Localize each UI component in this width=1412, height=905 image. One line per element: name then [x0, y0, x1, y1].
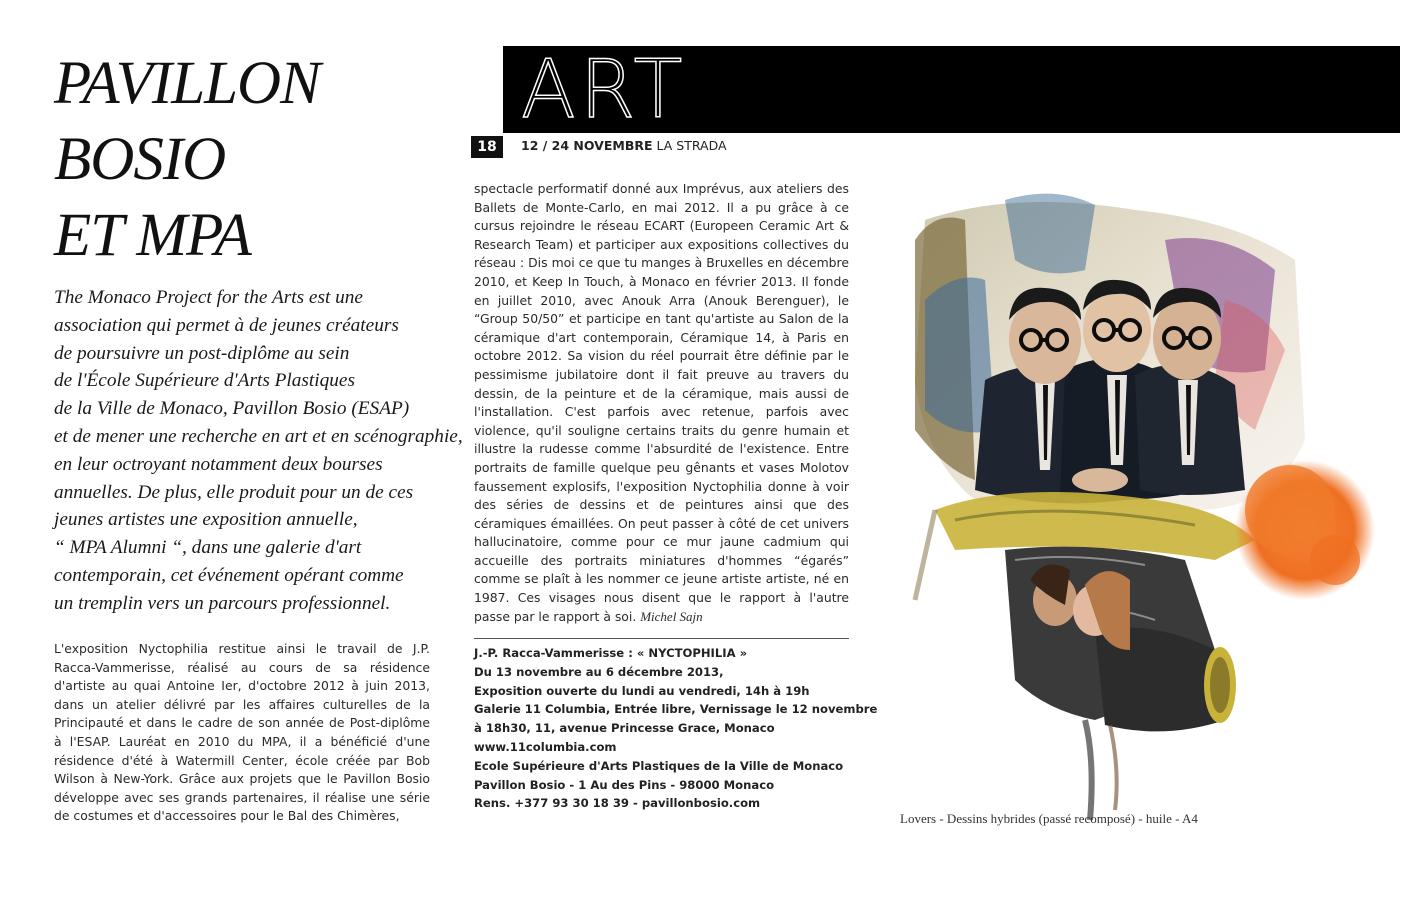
intro-line: en leur octroyant notamment deux bourses	[54, 453, 383, 475]
section-banner	[503, 43, 1400, 136]
article-title	[54, 46, 434, 274]
page-number: 18	[471, 136, 503, 158]
intro-line: contemporain, cet événement opérant comme	[54, 564, 404, 586]
info-line: Exposition ouverte du lundi au vendredi, 14h à 19h	[474, 683, 810, 698]
issue-dates: 12 / 24 NOVEMBRE	[521, 138, 653, 153]
title-line: ET MPA	[54, 202, 251, 269]
body-text-middle	[474, 180, 849, 626]
issue-line	[521, 138, 727, 154]
intro-line: de poursuivre un post-diplôme au sein	[54, 342, 350, 364]
info-line: à 18h30, 11, avenue Princesse Grace, Monaco	[474, 721, 775, 736]
website-link[interactable]: www.11columbia.com	[474, 739, 617, 754]
intro-line: de la Ville de Monaco, Pavillon Bosio (ESAP)	[54, 398, 410, 420]
intro-line: et de mener une recherche en art et en scénographie,	[54, 425, 463, 447]
info-line: J.-P. Racca-Vammerisse : « NYCTOPHILIA »	[474, 646, 748, 660]
artwork-painting	[895, 180, 1381, 826]
intro-line: jeunes artistes une exposition annuelle,	[54, 509, 358, 531]
divider	[474, 638, 849, 639]
info-line: Ecole Supérieure d'Arts Plastiques de la Ville de Monaco	[474, 758, 844, 773]
title-line: BOSIO	[54, 126, 226, 193]
body-text-middle-content: spectacle performatif donné aux Imprévus, aux ateliers des Ballets de Monte-Carlo, en mai 2012. Il a pu grâce à ce cursus rejoindre le réseau ECART (Europeen Ceramic Art & Research Team) et participer aux expositions collectives du réseau : Dis moi ce que tu manges à Bruxelles en décembre 2010, et Keep In Touch, à Monaco en février 2013. Il fonde en juillet 2010, avec Anouk Arra (Anouk Berenguer), le “Group 50/50” et participe en tant qu'artiste au Salon de la céramique d'art contemporain, Céramique 14, à Paris en octobre 2012. Sa vision du réel pourrait être définie par le pessimisme jubilatoire dont il fait preuve au travers du dessin, de la peinture et de la céramique, mais aussi de l'installation. C'est parfois avec retenue, parfois avec violence, qu'il souligne certains traits du genre humain et illustre la rudesse comme l'absurdité de l'existence. Entre portraits de famille quelque peu gênants et vases Molotov faussement explosifs, l'exposition Nyctophilia donne à voir des séries de dessins et de peintures ainsi que des céramiques émaillées. On peut passer à côté de cet univers hallucinatoire, comme pour ce mur jaune cadmium qui accueille des portraits miniatures d'hommes “égarés” comme se plaît à les nommer ce jeune artiste artiste, né en 1987. Ces visages nous disent que le rapport à l'autre passe par le rapport à soi.	[474, 181, 849, 624]
author-signature: Michel Sajn	[640, 608, 703, 624]
info-line: Rens. +377 93 30 18 39 - pavillonbosio.com	[474, 796, 761, 811]
intro-line: association qui permet à de jeunes créateurs	[54, 314, 399, 336]
exhibition-info	[474, 644, 878, 813]
intro-line: un tremplin vers un parcours professionnel.	[54, 592, 391, 614]
intro-paragraph	[54, 284, 463, 618]
intro-line: annuelles. De plus, elle produit pour un de ces	[54, 481, 414, 503]
intro-line: “ MPA Alumni “, dans une galerie d'art	[54, 537, 362, 559]
intro-line: de l'École Supérieure d'Arts Plastiques	[54, 370, 355, 392]
info-line: Galerie 11 Columbia, Entrée libre, Vernissage le 12 novembre	[474, 702, 878, 717]
intro-line: The Monaco Project for the Arts est une	[54, 287, 363, 308]
artwork-caption: Lovers - Dessins hybrides (passé recomposé) - huile - A4	[900, 811, 1198, 826]
section-title: ART	[521, 43, 687, 136]
title-line: PAVILLON	[54, 50, 320, 117]
info-line: Du 13 novembre au 6 décembre 2013,	[474, 664, 724, 679]
body-text-left: L'exposition Nyctophilia restitue ainsi le travail de J.P. Racca-Vammerisse, réalisé au cours de sa résidence d'artiste au quai Antoine Ier, d'octobre 2012 à juin 2013, dans un atelier délivré par les affaires culturelles de la Principauté et dans le cadre de son année de Post-diplôme à l'ESAP. Lauréat en 2010 du MPA, il a bénéficié d'une résidence d'été à Watermill Center, école créée par Bob Wilson à New-York. Grâce aux projets que le Pavillon Bosio développe avec ses grands partenaires, il réalise une série de costumes et d'accessoires pour le Bal des Chimères,	[54, 641, 430, 823]
info-line: Pavillon Bosio - 1 Au des Pins - 98000 Monaco	[474, 777, 775, 792]
issue-magazine: LA STRADA	[656, 138, 727, 153]
